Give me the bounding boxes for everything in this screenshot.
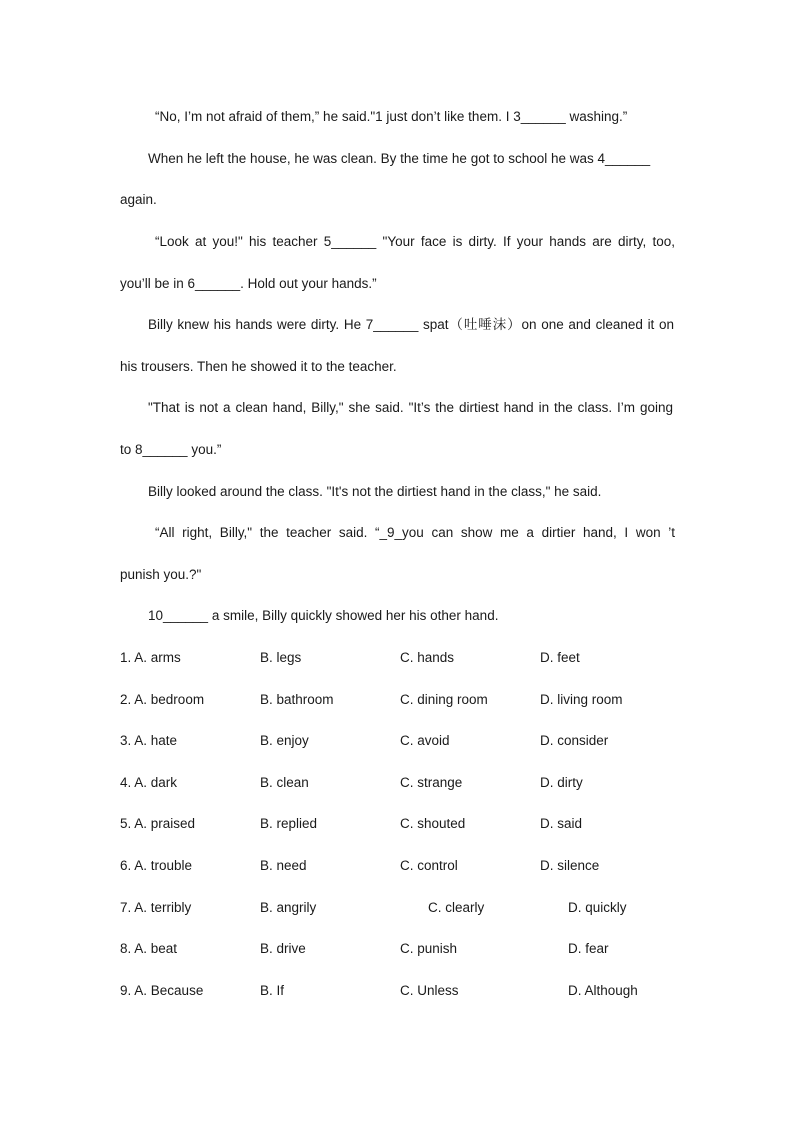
question-row [0, 774, 794, 792]
option-b: B. drive [260, 941, 306, 956]
option-b: B. bathroom [260, 692, 334, 707]
option-c: C. avoid [400, 733, 450, 748]
question-number: 4. [120, 775, 132, 790]
option-a: A. arms [134, 650, 181, 665]
option-c: C. Unless [400, 983, 459, 998]
passage-line-12: punish you.?" [120, 567, 202, 582]
question-row [0, 649, 794, 667]
option-a: A. beat [134, 941, 178, 956]
question-row [0, 899, 794, 917]
question-number: 5. [120, 816, 132, 831]
option-d: D. dirty [540, 775, 583, 790]
option-d: D. living room [540, 692, 623, 707]
option-c: C. strange [400, 775, 463, 790]
option-a: A. Because [134, 983, 204, 998]
question-number: 8. [120, 941, 132, 956]
passage-line-9: to 8______ you.” [120, 442, 222, 457]
option-a: A. trouble [134, 858, 193, 873]
option-c: C. punish [400, 941, 458, 956]
option-d: D. consider [540, 733, 609, 748]
option-b: B. angrily [260, 900, 317, 915]
option-a: A. praised [134, 816, 196, 831]
passage-line-5: you’ll be in 6______. Hold out your hands.” [120, 276, 377, 291]
passage-line-7: his trousers. Then he showed it to the teacher. [120, 359, 397, 374]
option-a: A. hate [134, 733, 178, 748]
option-d: D. fear [568, 941, 609, 956]
option-c: C. hands [400, 650, 455, 665]
option-d: D. quickly [568, 900, 627, 915]
option-b: B. clean [260, 775, 309, 790]
option-b: B. If [260, 983, 285, 998]
option-d: D. Although [568, 983, 638, 998]
question-number: 7. [120, 900, 132, 915]
option-c: C. control [400, 858, 458, 873]
passage-line-6: Billy knew his hands were dirty. He 7______ spat（吐唾沫）on one and cleaned it on [148, 317, 674, 332]
question-row [0, 982, 794, 1000]
option-c: C. shouted [400, 816, 466, 831]
question-row [0, 940, 794, 958]
question-number: 3. [120, 733, 132, 748]
option-b: B. enjoy [260, 733, 309, 748]
option-b: B. need [260, 858, 307, 873]
option-b: B. replied [260, 816, 318, 831]
option-d: D. feet [540, 650, 580, 665]
option-a: A. terribly [134, 900, 192, 915]
question-number: 6. [120, 858, 132, 873]
passage-line-2: When he left the house, he was clean. By the time he got to school he was 4______ [148, 151, 651, 166]
passage-line-11: “All right, Billy," the teacher said. “_9_you can show me a dirtier hand, I won ’t [155, 525, 675, 540]
option-b: B. legs [260, 650, 302, 665]
question-row [0, 691, 794, 709]
option-a: A. bedroom [134, 692, 205, 707]
passage-line-13: 10______ a smile, Billy quickly showed her his other hand. [148, 608, 499, 623]
passage-line-3: again. [120, 192, 157, 207]
option-c: C. clearly [428, 900, 485, 915]
passage-line-1: “No, I’m not afraid of them,” he said."1 just don’t like them. I 3______ washing.” [155, 109, 628, 124]
option-c: C. dining room [400, 692, 488, 707]
question-row [0, 732, 794, 750]
question-number: 9. [120, 983, 132, 998]
option-d: D. said [540, 816, 583, 831]
question-row [0, 815, 794, 833]
passage-line-4: “Look at you!" his teacher 5______ "Your face is dirty. If your hands are dirty, too, [155, 234, 675, 249]
question-number: 1. [120, 650, 132, 665]
option-a: A. dark [134, 775, 178, 790]
question-number: 2. [120, 692, 132, 707]
passage-line-10: Billy looked around the class. "It's not the dirtiest hand in the class," he said. [148, 484, 602, 499]
passage-line-8: "That is not a clean hand, Billy," she said. "It’s the dirtiest hand in the class. I’m going [148, 400, 673, 415]
question-row [0, 857, 794, 875]
option-d: D. silence [540, 858, 600, 873]
